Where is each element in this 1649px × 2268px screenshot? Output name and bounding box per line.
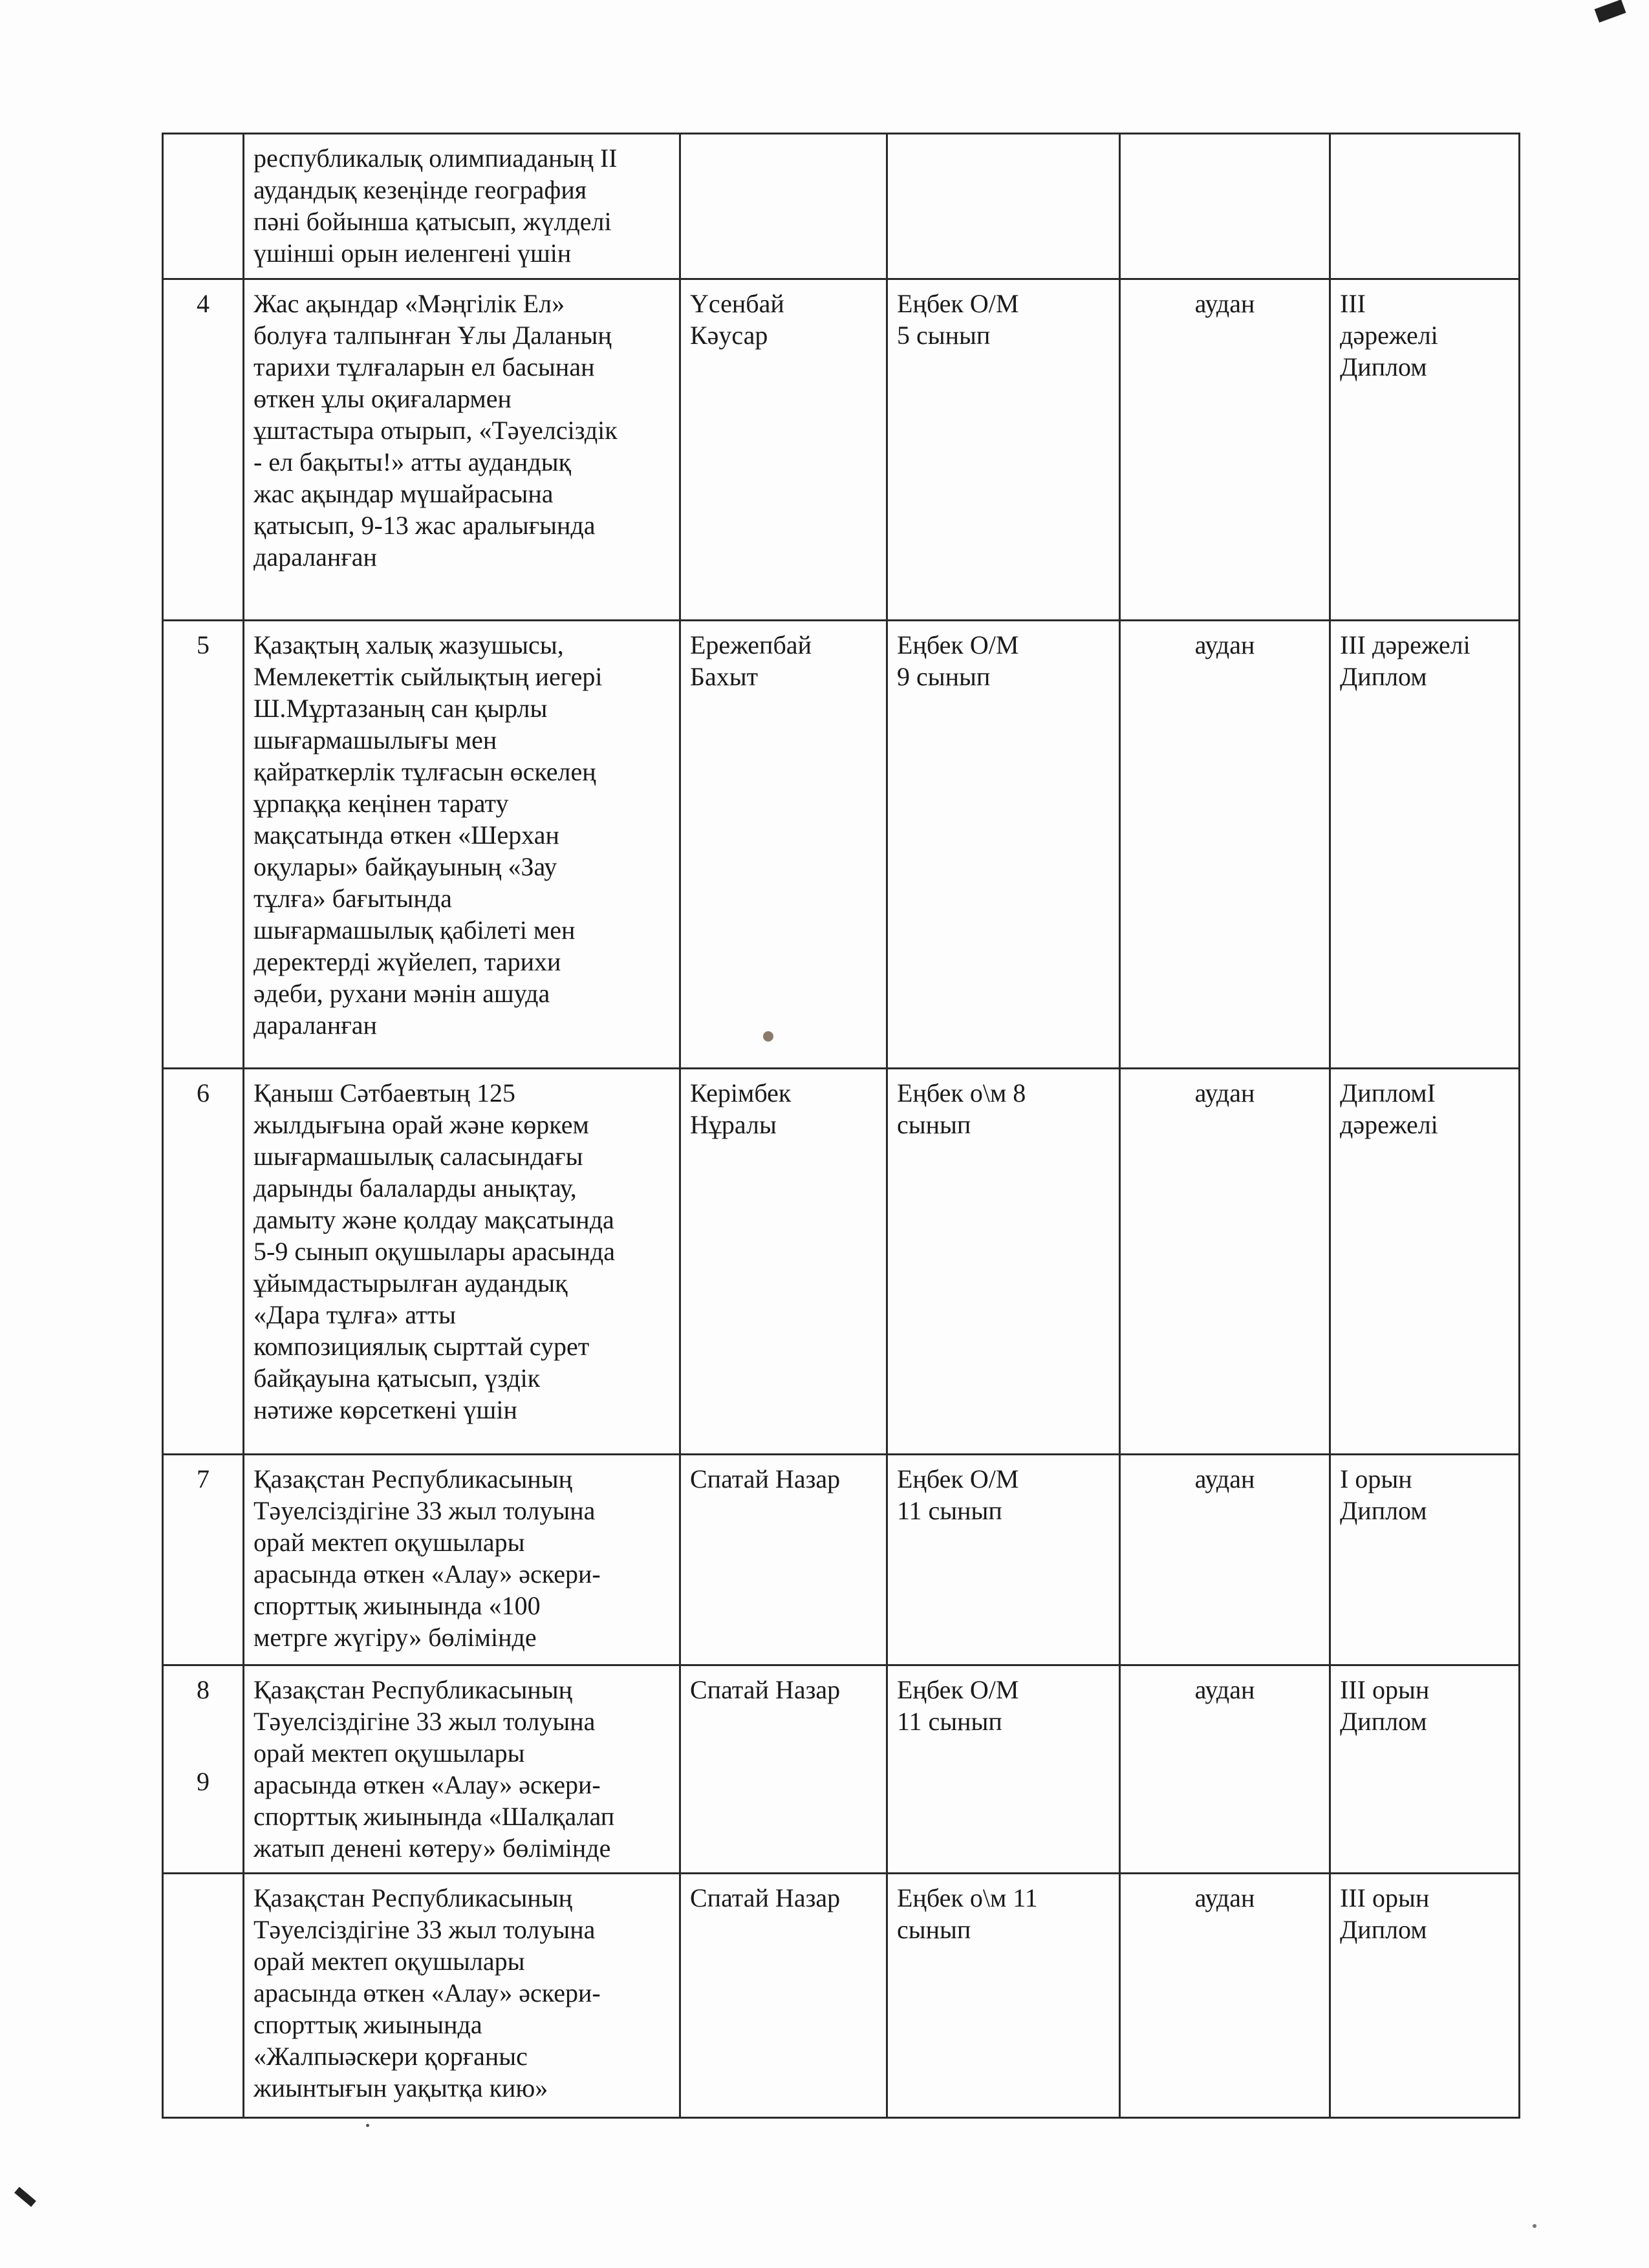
- row-number-text: 9: [197, 1767, 210, 1796]
- award: ДипломI дәрежелі: [1330, 1069, 1520, 1455]
- school-class: Еңбек О/М 11 сынып: [887, 1455, 1120, 1665]
- competition-level: аудан: [1120, 1455, 1330, 1665]
- student-name: Керімбек Нұралы: [680, 1069, 887, 1455]
- student-name: Ережепбай Бахыт: [680, 621, 887, 1069]
- school-class: Еңбек о\м 8 сынып: [887, 1069, 1120, 1455]
- student-name: Спатай Назар: [680, 1874, 887, 2118]
- row-number: [163, 134, 244, 279]
- award: III дәрежелі Диплом: [1330, 279, 1520, 621]
- competition-level: аудан: [1120, 1874, 1330, 2118]
- row-number: 8: [163, 1665, 244, 1874]
- competition-level: аудан: [1120, 621, 1330, 1069]
- awards-table: [162, 133, 1520, 2119]
- student-name: Спатай Назар: [680, 1665, 887, 1874]
- award: III орын Диплом: [1330, 1874, 1520, 2118]
- student-name: Үсенбай Кәусар: [680, 279, 887, 621]
- achievement-description: республикалық олимпиаданың II аудандық кезеңінде география пәні бойынша қатысып, жүлделі үшінші орын иеленгені үшін: [244, 134, 680, 279]
- row-number: 6: [163, 1069, 244, 1455]
- competition-level: аудан: [1120, 1665, 1330, 1874]
- achievement-description: Жас ақындар «Мәңгілік Ел» болуға талпынған Ұлы Даланың тарихи тұлғаларын ел басынан өткен ұлы оқиғалармен ұштастыра отырып, «Тәуелсіздік - ел бақыты!» атты аудандық жас ақындар мүшайрасына қатысып, 9-13 жас аралығында дараланған: [244, 279, 680, 621]
- achievement-description: Қазақстан Республикасының Тәуелсіздігіне 33 жыл толуына орай мектеп оқушылары арасында өткен «Алау» әскери- спорттық жиынында «Жалпыәскери қорғаныс жиынтығын уақытқа кию»: [244, 1874, 680, 2118]
- school-class: Еңбек О/М 11 сынып: [887, 1665, 1120, 1874]
- school-class: [887, 134, 1120, 279]
- achievement-description: Қазақтың халық жазушысы, Мемлекеттік сыйлықтың иегері Ш.Мұртазаның сан қырлы шығармашылығы мен қайраткерлік тұлғасын өскелең ұрпаққа кеңінен тарату мақсатында өткен «Шерхан оқулары» байқауының «Зау тұлға» бағытында шығармашылық қабілеті мен деректерді жүйелеп, тарихи әдеби, рухани мәнін ашуда дараланған: [244, 621, 680, 1069]
- table-row: [163, 1455, 1520, 1665]
- row-number: [163, 1767, 244, 2118]
- scan-speck: [763, 1031, 773, 1042]
- achievement-description: Қаныш Сәтбаевтың 125 жылдығына орай және көркем шығармашылық саласындағы дарынды балаларды анықтау, дамыту және қолдау мақсатында 5-9 сынып оқушылары арасында ұйымдастырылған аудандық «Дара тұлға» атты композициялық сырттай сурет байқауына қатысып, үздік нәтиже көрсеткені үшін: [244, 1069, 680, 1455]
- competition-level: аудан: [1120, 1069, 1330, 1455]
- scan-speck: [366, 2124, 369, 2127]
- scan-corner-mark: [1595, 0, 1626, 23]
- student-name: [680, 134, 887, 279]
- award: III дәрежелі Диплом: [1330, 621, 1520, 1069]
- school-class: Еңбек О/М 5 сынып: [887, 279, 1120, 621]
- row-number: 4: [163, 279, 244, 621]
- student-name: Спатай Назар: [680, 1455, 887, 1665]
- row-number: 5: [163, 621, 244, 1069]
- table-row: [163, 1874, 1520, 2118]
- scan-edge-mark: [14, 2187, 36, 2207]
- school-class: Еңбек О/М 9 сынып: [887, 621, 1120, 1069]
- table-row: [163, 279, 1520, 621]
- achievement-description: Қазақстан Республикасының Тәуелсіздігіне 33 жыл толуына орай мектеп оқушылары арасында өткен «Алау» әскери- спорттық жиынында «Шалқалап жатып денені көтеру» бөлімінде: [244, 1665, 680, 1874]
- school-class: Еңбек о\м 11 сынып: [887, 1874, 1120, 2118]
- table-row: [163, 134, 1520, 279]
- table-row: [163, 1665, 1520, 1874]
- row-number: 7: [163, 1455, 244, 1665]
- competition-level: аудан: [1120, 279, 1330, 621]
- table-row: [163, 621, 1520, 1069]
- scan-speck: [1533, 2224, 1536, 2228]
- award: III орын Диплом: [1330, 1665, 1520, 1874]
- award: I орын Диплом: [1330, 1455, 1520, 1665]
- achievement-description: Қазақстан Республикасының Тәуелсіздігіне 33 жыл толуына орай мектеп оқушылары арасында өткен «Алау» әскери- спорттық жиынында «100 метрге жүгіру» бөлімінде: [244, 1455, 680, 1665]
- competition-level: [1120, 134, 1330, 279]
- table-row: [163, 1069, 1520, 1455]
- award: [1330, 134, 1520, 279]
